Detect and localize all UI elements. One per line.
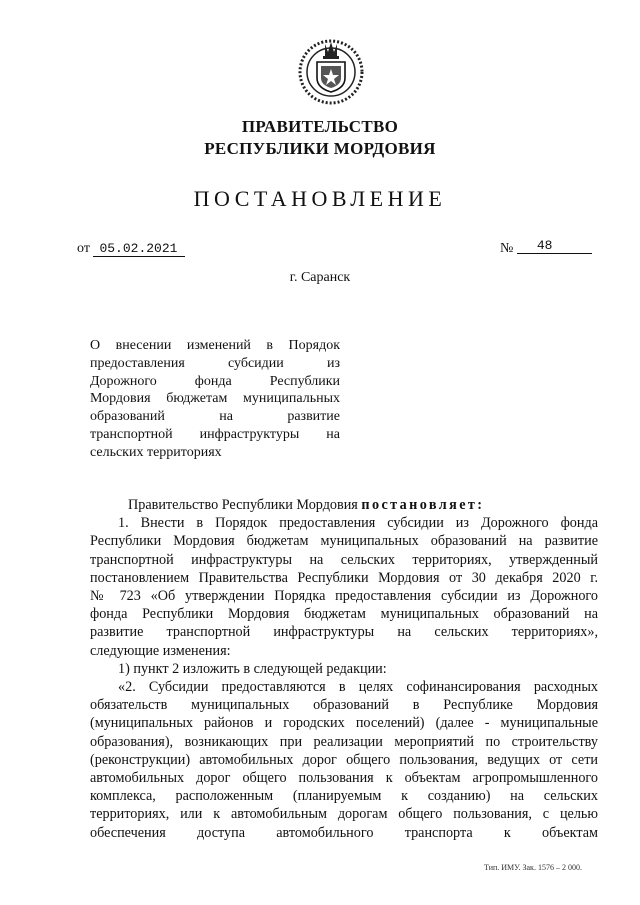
number-prefix: № xyxy=(500,241,514,256)
body-line: фонда Республики Мордовия бюджетам муниципальных образований на xyxy=(90,606,598,623)
decree-subject xyxy=(90,337,340,462)
body-line: автомобильных дорог общего пользования к объектам агропромышленного xyxy=(90,770,598,787)
body-line: развитие транспортной инфраструктуры на сельских территориях», xyxy=(90,624,598,641)
body-line: транспортной инфраструктуры на сельских территориях, утвержденный xyxy=(90,551,598,568)
coat-of-arms-icon xyxy=(295,34,367,106)
subject-line: сельских территориях xyxy=(90,444,222,460)
subject-line: Дорожного фонда Республики xyxy=(90,373,340,389)
body-line: постановлением Правительства Республики Мордовия от 30 декабря 2020 г. xyxy=(90,569,598,586)
intro-keyword: постановляет: xyxy=(361,497,485,513)
body-line: 1) пункт 2 изложить в следующей редакции: xyxy=(118,660,387,677)
number-line xyxy=(500,239,592,257)
decree-body xyxy=(90,496,598,842)
org-name-line1: ПРАВИТЕЛЬСТВО xyxy=(241,117,399,136)
intro-text: Правительство Республики Мордовия xyxy=(128,497,362,513)
date-line xyxy=(77,241,185,257)
subject-line: образований на развитие xyxy=(90,409,340,425)
document-type-title: ПОСТАНОВЛЕНИЕ xyxy=(193,186,447,211)
body-line: № 723 «Об утверждении Порядка предоставления субсидии из Дорожного xyxy=(90,588,598,605)
subject-line: предоставления субсидии из xyxy=(90,355,340,371)
subject-line: Мордовия бюджетам муниципальных xyxy=(90,391,340,407)
body-line: следующие изменения: xyxy=(90,642,231,659)
intro-line xyxy=(90,496,598,514)
body-line: территориях, или к автомобильным дорогам общего пользования, с целью xyxy=(90,806,598,823)
body-line: 1. Внести в Порядок предоставления субсидии из Дорожного фонда xyxy=(118,515,598,532)
body-line: (реконструкции) автомобильных дорог общего пользования, ведущих от сети xyxy=(90,751,598,768)
body-line: обеспечения доступа автомобильного транспорта к объектам xyxy=(90,824,598,841)
print-footer: Тип. ИМУ. Зак. 1576 – 2 000. xyxy=(484,863,582,872)
body-line: Республики Мордовия бюджетам муниципальных образований на развитие xyxy=(90,533,598,550)
city-name: г. Саранск xyxy=(289,270,351,285)
date-prefix: от xyxy=(77,241,90,256)
body-line: «2. Субсидии предоставляются в целях софинансирования расходных xyxy=(118,679,598,696)
subject-line: О внесении изменений в Порядок xyxy=(90,338,340,353)
date-value: 05.02.2021 xyxy=(93,242,185,257)
subject-line: транспортной инфраструктуры на xyxy=(90,426,340,442)
body-line: образования), возникающих при реализации мероприятий по строительству xyxy=(90,733,598,750)
number-value: 48 xyxy=(517,239,593,254)
body-line: обязательств муниципальных образований в Республике Мордовия xyxy=(90,697,598,714)
org-name-line2: РЕСПУБЛИКИ МОРДОВИЯ xyxy=(204,139,436,158)
body-line: (муниципальных районов и городских поселений) (далее - муниципальные xyxy=(90,715,598,732)
body-line: комплекса, расположенным (планируемым к созданию) на сельских xyxy=(90,788,598,805)
